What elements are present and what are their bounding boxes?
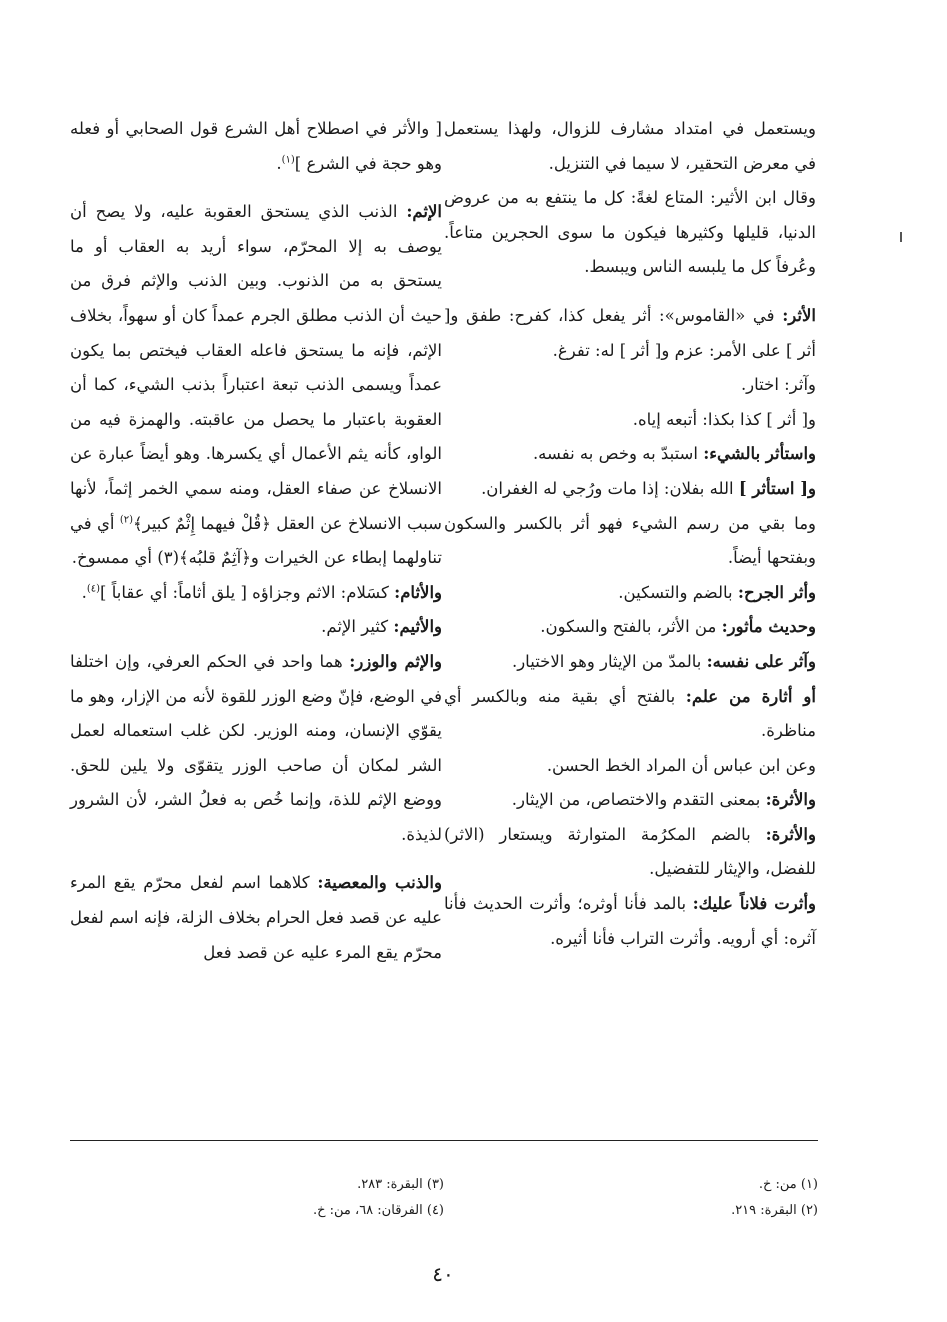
paragraph [444,181,816,285]
footnote-3: (٣) البقرة: ٢٨٣. [357,1177,444,1192]
entry-text: وآثر: اختار. [740,375,816,395]
paragraph [70,195,442,576]
entry-headword: وآثر على نفسه: [706,651,816,671]
paragraph [444,645,816,680]
entry-text: وعن ابن عباس أن المراد الخط الحسن. [546,755,816,775]
entry-headword: والذنب والمعصية: [317,873,442,893]
entry-text: بالضم المكرُمة المتوارثة ويستعار (الاثر) للفضل، والإيثار للتفضيل. [444,824,816,879]
entry-text: كسَلام: الاثم وجزاؤه [ يلق أثاماً: أي عقاباً ] [100,582,395,602]
paragraph [444,112,816,181]
paragraph [444,576,816,611]
page-number: ٤٠ [432,1262,454,1286]
paragraph [444,887,816,956]
paragraph [444,680,816,749]
footnote-2: (٢) البقرة: ٢١٩. [731,1203,818,1218]
margin-mark [900,232,902,242]
left-text-column [70,112,442,970]
paragraph [70,112,442,181]
paragraph [444,403,816,438]
entry-text: كثير الإثم. [321,617,394,637]
entry-text: ويستعمل في امتداد مشارف للزوال، ولهذا يستعمل في معرض التحقير، لا سيما في التنزيل. [444,119,816,173]
entry-text: بالمدّ من الإيثار وهو الاختيار. [511,651,707,671]
footnote-4: (٤) الفرقان: ٦٨، من: خ. [312,1203,444,1218]
paragraph [444,472,816,507]
footnotes-right [518,1172,818,1224]
entry-headword: و[ استأثر ] [738,478,816,498]
entry-headword: أو أثارة من علم: [685,686,816,706]
paragraph [70,645,442,853]
entry-text: كلاهما اسم لفعل محرّم يقع المرء عليه عن قصد فعل الحرام بخلاف الزلة، فإنه اسم لفعل محرّم يقع المرء عليه عن قصد فعل [70,873,442,962]
footnote-marker: (٤) [86,583,101,595]
entry-text: الله بفلان: إذا مات ورُجي له الغفران. [481,478,739,498]
entry-text: وقال ابن الأثير: المتاع لغةً: كل ما ينتفع به من عروض الدنيا، قليلها وكثيرها فيكون ما سوى الحجرين متاعاً. وعُرفاً كل ما يلبسه الناس ويبسط. [444,188,816,277]
paragraph [70,866,442,970]
paragraph [70,610,442,645]
entry-text-tail: . [81,582,87,602]
paragraph [444,610,816,645]
entry-text: و[ أثر ] كذا بكذا: أتبعه إياه. [632,409,816,429]
footnote-marker: (١) [281,154,295,166]
paragraph [444,818,816,887]
entry-text: هما واحد في الحكم العرفي، وإن اختلفا في الوضع، فإنّ وضع الوزر للقوة لأنه من الإزار، وهو ما يقوّي الإنسان، ومنه الوزير. لكن غلب استعماله لعمل الشر لمكان أن صاحب الوزر يتقوّى ولا يلين للحق. ووضع الإثم للذة، وإنما خُص به فعلُ الشر، لأن الشرور لذيذة. [70,651,442,844]
entry-headword: والأثرة: [765,824,816,844]
entry-headword: والإثم والوزر: [349,651,442,671]
entry-text: بمعنى التقدم والاختصاص، من الإيثار. [511,790,766,810]
entry-headword: والأثرة: [765,790,816,810]
footnote-1: (١) من: خ. [758,1177,818,1192]
entry-headword: والأثيم: [393,617,442,637]
paragraph [444,437,816,472]
entry-text: بالمد فأنا أوثره؛ وأثرت الحديث فأنا آثره: أي أرويه. وأثرت التراب فأنا أثيره. [444,894,816,948]
entry-headword: وأثر الجرح: [737,582,816,602]
entry-text: [ والأثر في اصطلاح أهل الشرع قول الصحابي أو فعله وهو حجة في الشرع ] [70,119,442,173]
entry-text: بالضم والتسكين. [618,582,738,602]
footnotes-left [144,1172,444,1224]
entry-headword: وحديث مأثور: [721,617,816,637]
entry-text: الذنب الذي يستحق العقوبة عليه، ولا يصح أن يوصف به إلا المحرّم، سواء أريد به العقاب أو ما يستحق به من الذنوب. وبين الذنب والإثم فرق من حيث أن الذنب مطلق الجرم عمداً كان أو سهواً، بخلاف الإثم، فإنه ما يستحق فاعله العقاب فيختص بما يكون عمداً ويسمى الذنب تبعة اعتباراً بذنب الشيء، كما أن العقوبة باعتبار ما يحصل من عاقبته. والهمزة فيه من الواو، كأنه يثم الأعمال أي يكسرها. وهو أيضاً عبارة عن الانسلاخ عن صفاء العقل، ومنه سمي الخمر إثماً، لأنها سبب الانسلاخ عن العقل ﴿قُلْ فيهما إِثْمٌ كبير﴾ [70,202,442,533]
entry-headword: والأثام: [394,582,442,602]
entry-text: من الأثر، بالفتح والسكون. [540,617,722,637]
entry-headword: واستأثر بالشيء: [703,444,816,464]
entry-text-tail: أي في تناولهما إبطاء عن الخيرات و﴿آثِمٌ قلبُه﴾(٣) أي ممسوخ. [70,513,442,568]
entry-text: استبدّ به وخص به نفسه. [532,444,704,464]
entry-headword: الإثم: [406,202,442,222]
right-text-column [444,112,816,956]
paragraph [444,783,816,818]
paragraph [444,749,816,784]
entry-text: وما بقي من رسم الشيء فهو أثر بالكسر والسكون وبفتحها أيضاً. [444,513,816,568]
entry-headword: وأثرت فلاناً عليك: [692,894,816,914]
paragraph [444,299,816,368]
footnote-separator [70,1140,818,1141]
entry-text-tail: . [276,153,282,173]
entry-headword: الأثر: [782,305,816,325]
paragraph [70,576,442,611]
entry-text: في «القاموس»: أثر يفعل كذا، كفرح: طفق و[ أثر ] على الأمر: عزم و[ أثر ] له: تفرغ. [444,305,816,360]
entry-text: بالفتح أي بقية منه وبالكسر أي مناظرة. [444,686,816,741]
paragraph [444,368,816,403]
paragraph [444,507,816,576]
footnote-marker: (٢) [119,514,134,526]
